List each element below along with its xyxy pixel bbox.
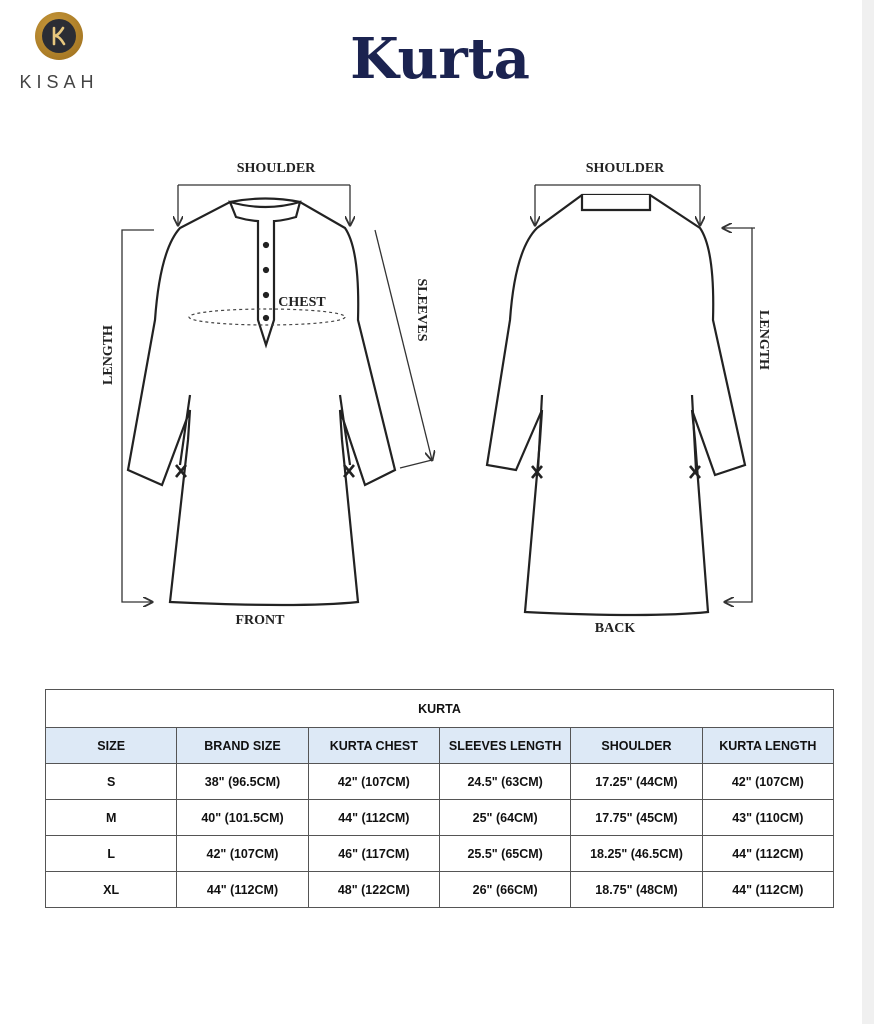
table-row — [46, 836, 834, 872]
back-kurta-illustration — [487, 195, 745, 615]
front-chest-label: CHEST — [278, 295, 326, 310]
logo-badge-icon — [35, 12, 83, 60]
back-length-label: LENGTH — [756, 310, 771, 370]
table-row — [46, 764, 834, 800]
cell-kurta-length: 42" (107CM) — [702, 764, 833, 800]
cell-kurta-chest: 48" (122CM) — [308, 872, 439, 908]
front-caption: FRONT — [235, 613, 285, 628]
cell-brand-size: 44" (112CM) — [177, 872, 308, 908]
cell-sleeves-length: 24.5" (63CM) — [439, 764, 570, 800]
cell-shoulder: 17.25" (44CM) — [571, 764, 702, 800]
table-header-row — [46, 728, 834, 764]
cell-size: XL — [46, 872, 177, 908]
cell-shoulder: 17.75" (45CM) — [571, 800, 702, 836]
cell-sleeves-length: 25.5" (65CM) — [439, 836, 570, 872]
cell-brand-size: 40" (101.5CM) — [177, 800, 308, 836]
cell-kurta-chest: 44" (112CM) — [308, 800, 439, 836]
header-kurta-length: KURTA LENGTH — [702, 728, 833, 764]
front-kurta-illustration — [128, 199, 395, 606]
header-size: SIZE — [46, 728, 177, 764]
cell-shoulder: 18.25" (46.5CM) — [571, 836, 702, 872]
cell-brand-size: 38" (96.5CM) — [177, 764, 308, 800]
table-row — [46, 800, 834, 836]
cell-kurta-length: 44" (112CM) — [702, 836, 833, 872]
header-brand-size: BRAND SIZE — [177, 728, 308, 764]
back-shoulder-label: SHOULDER — [585, 161, 665, 176]
brand-name: KISAH — [19, 72, 99, 92]
cell-size: S — [46, 764, 177, 800]
scrollbar-track[interactable] — [862, 0, 874, 1024]
cell-sleeves-length: 26" (66CM) — [439, 872, 570, 908]
size-chart — [45, 689, 834, 908]
brand-logo — [13, 10, 113, 100]
cell-kurta-length: 43" (110CM) — [702, 800, 833, 836]
cell-size: L — [46, 836, 177, 872]
table-caption: KURTA — [46, 690, 834, 728]
front-sleeves-label: SLEEVES — [414, 278, 429, 342]
cell-sleeves-length: 25" (64CM) — [439, 800, 570, 836]
cell-kurta-chest: 42" (107CM) — [308, 764, 439, 800]
front-length-label: LENGTH — [101, 325, 116, 385]
page-title: Kurta — [350, 26, 530, 92]
header-kurta-chest: KURTA CHEST — [308, 728, 439, 764]
table-row — [46, 872, 834, 908]
cell-size: M — [46, 800, 177, 836]
header-sleeves-length: SLEEVES LENGTH — [439, 728, 570, 764]
front-shoulder-label: SHOULDER — [236, 161, 316, 176]
cell-shoulder: 18.75" (48CM) — [571, 872, 702, 908]
kurta-measurement-diagram — [40, 140, 830, 650]
cell-kurta-chest: 46" (117CM) — [308, 836, 439, 872]
cell-brand-size: 42" (107CM) — [177, 836, 308, 872]
cell-kurta-length: 44" (112CM) — [702, 872, 833, 908]
back-caption: BACK — [594, 621, 636, 636]
header-shoulder: SHOULDER — [571, 728, 702, 764]
